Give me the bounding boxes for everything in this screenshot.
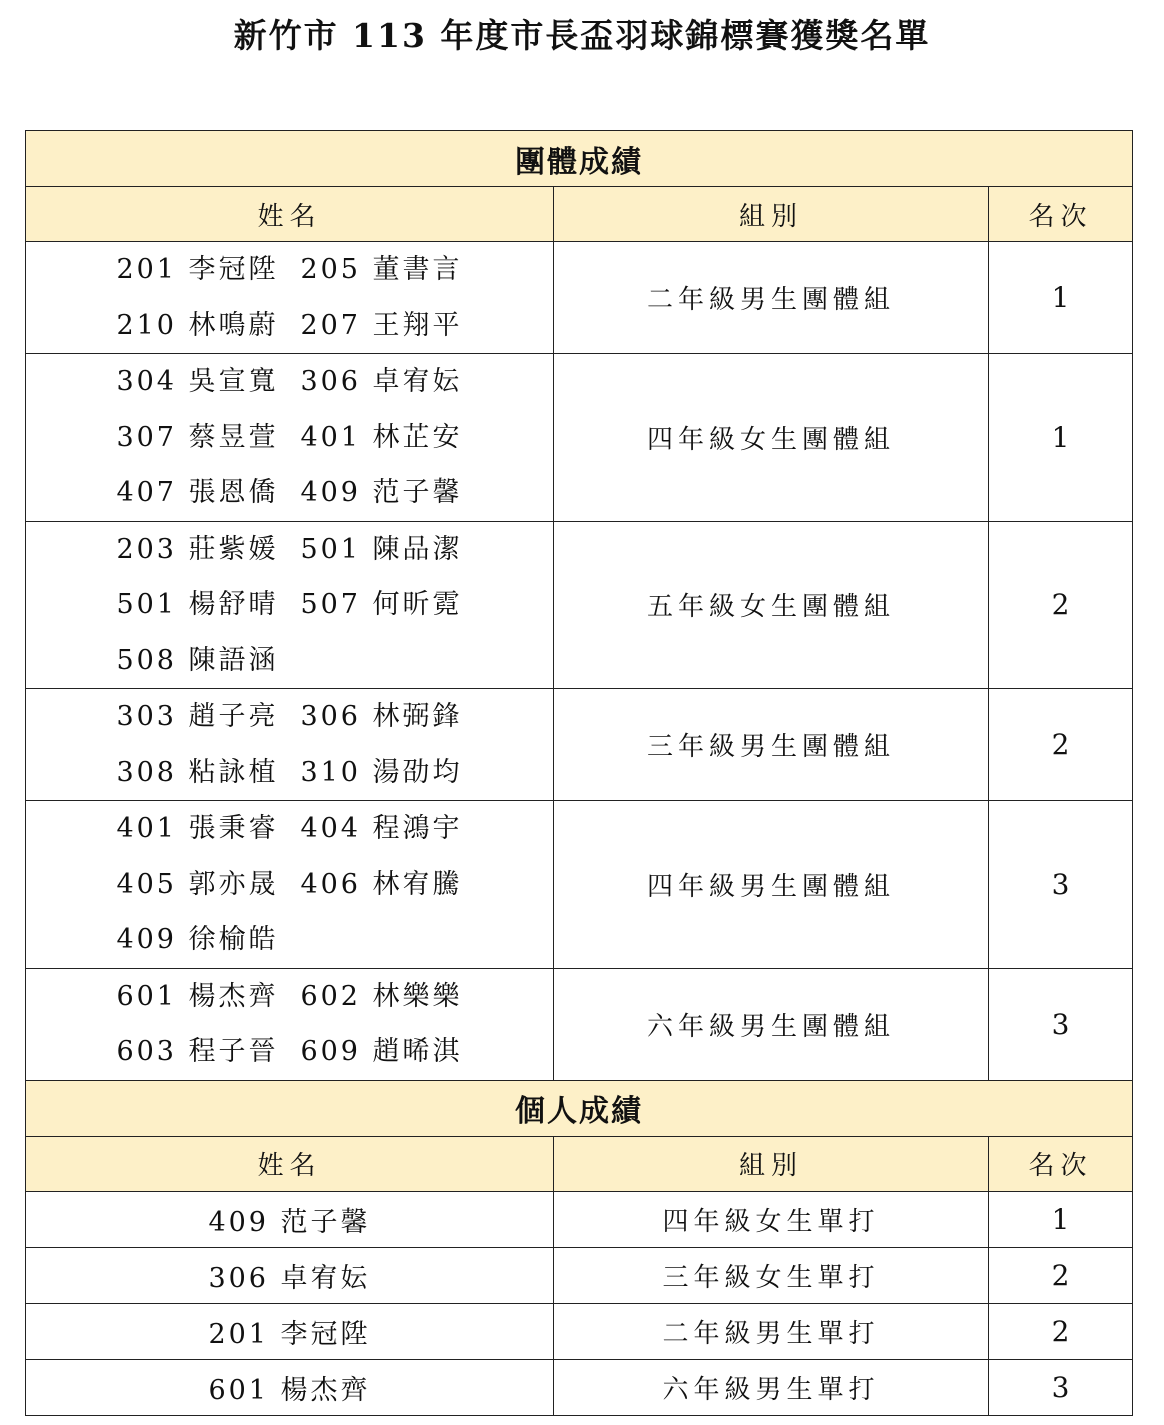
- team-member-name: 401 張秉睿: [116, 813, 279, 844]
- individual-group-cell: 三年級女生單打: [554, 1247, 989, 1303]
- team-members-cell: [26, 968, 554, 1080]
- team-members-cell: [26, 521, 554, 689]
- column-header-group: 組別: [554, 1136, 989, 1191]
- individual-name-cell: 601 楊杰齊: [26, 1359, 554, 1415]
- team-row: [26, 354, 1133, 522]
- team-members-line: [116, 912, 462, 968]
- team-member-name: 304 吳宣寬: [116, 366, 279, 397]
- awards-table: [25, 130, 1133, 1416]
- team-member-name: 308 粘詠植: [116, 756, 279, 788]
- team-group-cell: 三年級男生團體組: [554, 689, 989, 801]
- team-header-row: [26, 187, 1133, 242]
- team-member-name: 602 林樂樂: [300, 980, 463, 1012]
- team-member-name: 501 楊舒晴: [116, 589, 279, 620]
- team-member-name: 508 陳語涵: [116, 644, 279, 676]
- column-header-rank: 名次: [989, 1136, 1133, 1191]
- team-member-name: 210 林鳴蔚: [116, 309, 279, 341]
- team-members-line: [116, 354, 462, 410]
- team-section-heading-row: [26, 131, 1133, 187]
- team-member-name: 407 張恩僑: [116, 477, 279, 508]
- team-members-line: [116, 242, 462, 298]
- team-members-line: [116, 410, 462, 466]
- team-members-list: [116, 969, 462, 1080]
- team-members-line: [116, 465, 462, 521]
- team-row: [26, 968, 1133, 1080]
- team-group-cell: 六年級男生團體組: [554, 968, 989, 1080]
- team-rank-cell: 3: [989, 801, 1133, 969]
- team-row: [26, 689, 1133, 801]
- team-member-name: 203 莊紫媛: [116, 533, 279, 565]
- team-members-list: [116, 354, 462, 521]
- individual-section-heading-row: [26, 1080, 1133, 1136]
- team-rank-cell: 2: [989, 689, 1133, 801]
- individual-name-cell: 306 卓宥妘: [26, 1247, 554, 1303]
- team-member-name: 409 范子馨: [300, 477, 463, 508]
- team-members-list: [116, 801, 462, 968]
- team-member-name: 507 何昕霓: [300, 589, 463, 620]
- team-member-name: 609 趙晞淇: [300, 1036, 463, 1067]
- team-row: [26, 242, 1133, 354]
- team-group-cell: 二年級男生團體組: [554, 242, 989, 354]
- column-header-group: 組別: [554, 187, 989, 242]
- team-members-list: [116, 242, 462, 353]
- team-member-name: 207 王翔平: [300, 309, 463, 341]
- team-members-line: [116, 522, 462, 578]
- awards-table-body: [26, 131, 1133, 1416]
- team-members-line: [116, 969, 462, 1025]
- page-title: 新竹市 113 年度市長盃羽球錦標賽獲獎名單: [233, 16, 931, 55]
- individual-group-cell: 六年級男生單打: [554, 1359, 989, 1415]
- column-header-rank: 名次: [989, 187, 1133, 242]
- individual-group-cell: 四年級女生單打: [554, 1191, 989, 1247]
- team-group-cell: 四年級女生團體組: [554, 354, 989, 522]
- team-member-name: 409 徐榆皓: [116, 924, 279, 955]
- team-row: [26, 521, 1133, 689]
- team-members-line: [116, 577, 462, 633]
- team-rank-cell: 2: [989, 521, 1133, 689]
- team-members-line: [116, 1024, 462, 1080]
- team-rank-cell: 1: [989, 242, 1133, 354]
- individual-rank-cell: 3: [989, 1359, 1133, 1415]
- team-member-name: 603 程子晉: [116, 1036, 279, 1067]
- individual-row: [26, 1359, 1133, 1415]
- team-members-line: [116, 633, 462, 689]
- team-member-name: 401 林芷安: [300, 421, 463, 453]
- team-member-name: 501 陳品潔: [300, 533, 463, 565]
- team-members-line: [116, 689, 462, 745]
- team-member-name: 406 林宥騰: [300, 868, 463, 900]
- team-member-name: 310 湯劭均: [300, 756, 463, 788]
- team-member-name: 307 蔡昱萱: [116, 421, 279, 453]
- team-members-line: [116, 857, 462, 913]
- team-members-cell: [26, 689, 554, 801]
- column-header-name: 姓名: [26, 187, 554, 242]
- individual-name-cell: 201 李冠陞: [26, 1303, 554, 1359]
- team-members-line: [116, 298, 462, 354]
- individual-rank-cell: 2: [989, 1303, 1133, 1359]
- column-header-name: 姓名: [26, 1136, 554, 1191]
- team-group-cell: 四年級男生團體組: [554, 801, 989, 969]
- individual-name-cell: 409 范子馨: [26, 1191, 554, 1247]
- team-group-cell: 五年級女生團體組: [554, 521, 989, 689]
- team-member-name: 306 林弼鋒: [300, 701, 463, 732]
- team-members-line: [116, 745, 462, 801]
- team-rank-cell: 3: [989, 968, 1133, 1080]
- team-member-name: 405 郭亦晟: [116, 868, 279, 900]
- team-member-name: 201 李冠陞: [116, 254, 279, 285]
- team-members-list: [116, 689, 462, 800]
- individual-row: [26, 1191, 1133, 1247]
- team-members-cell: [26, 801, 554, 969]
- individual-rank-cell: 1: [989, 1191, 1133, 1247]
- individual-row: [26, 1303, 1133, 1359]
- team-member-name: 306 卓宥妘: [300, 366, 463, 397]
- individual-rank-cell: 2: [989, 1247, 1133, 1303]
- team-members-list: [116, 522, 462, 689]
- team-members-cell: [26, 354, 554, 522]
- team-member-name: 303 趙子亮: [116, 701, 279, 732]
- individual-section-heading: 個人成績: [26, 1080, 1133, 1136]
- team-row: [26, 801, 1133, 969]
- team-member-name: 404 程鴻宇: [300, 813, 463, 844]
- individual-header-row: [26, 1136, 1133, 1191]
- team-rank-cell: 1: [989, 354, 1133, 522]
- team-section-heading: 團體成績: [26, 131, 1133, 187]
- team-members-cell: [26, 242, 554, 354]
- individual-group-cell: 二年級男生單打: [554, 1303, 989, 1359]
- team-member-name: 601 楊杰齊: [116, 980, 279, 1012]
- individual-row: [26, 1247, 1133, 1303]
- team-members-line: [116, 801, 462, 857]
- team-member-name: 205 董書言: [300, 254, 463, 285]
